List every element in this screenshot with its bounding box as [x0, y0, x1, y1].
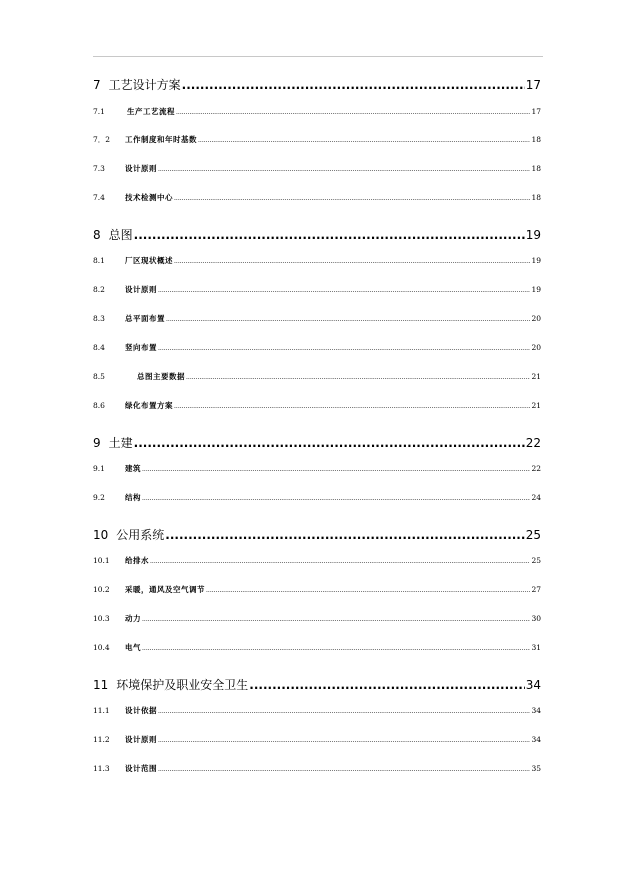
entry-title: 工作制度和年时基数 — [125, 135, 197, 144]
entry-number: 8.6 — [93, 401, 105, 410]
entry-title: 总图主要数据 — [137, 372, 185, 381]
entry-number: 7.1 — [93, 107, 105, 116]
dot-leader — [158, 164, 530, 173]
toc-chapter-entry[interactable] — [93, 434, 541, 451]
dot-leader — [174, 401, 530, 410]
entry-page-number: 30 — [531, 614, 541, 623]
entry-number: 7.3 — [93, 164, 105, 173]
entry-title: 公用系统 — [116, 528, 165, 542]
toc-chapter-entry[interactable] — [93, 526, 541, 543]
entry-page-number: 22 — [531, 464, 541, 473]
dot-leader — [142, 493, 530, 502]
entry-page-number: 20 — [531, 343, 541, 352]
entry-title: 给排水 — [125, 556, 149, 565]
entry-title: 动力 — [125, 614, 141, 623]
entry-number: 8.3 — [93, 314, 105, 323]
entry-number: 10.4 — [93, 643, 110, 652]
entry-page-number: 25 — [531, 556, 541, 565]
toc-section-entry[interactable] — [93, 371, 541, 382]
entry-title: 环境保护及职业安全卫生 — [116, 678, 249, 692]
entry-title: 绿化布置方案 — [125, 401, 173, 410]
toc-section-entry[interactable] — [93, 255, 541, 266]
entry-number: 11.1 — [93, 706, 110, 715]
toc-section-entry[interactable] — [93, 705, 541, 716]
entry-page-number: 18 — [531, 135, 541, 144]
dot-leader — [158, 735, 530, 744]
entry-number: 11.2 — [93, 735, 110, 744]
dot-leader — [134, 436, 525, 450]
entry-number: 7 — [93, 78, 101, 92]
dot-leader — [206, 585, 530, 594]
toc-chapter-entry[interactable] — [93, 76, 541, 93]
entry-page-number: 18 — [531, 193, 541, 202]
entry-title: 设计原则 — [125, 164, 157, 173]
toc-section-entry[interactable] — [93, 613, 541, 624]
entry-number: 8.2 — [93, 285, 105, 294]
entry-number: 11 — [93, 678, 109, 692]
entry-number: 11.3 — [93, 764, 110, 773]
dot-leader — [174, 256, 530, 265]
entry-title: 工艺设计方案 — [108, 78, 181, 92]
toc-section-entry[interactable] — [93, 134, 541, 145]
entry-title: 建筑 — [125, 464, 141, 473]
entry-page-number: 18 — [531, 164, 541, 173]
dot-leader — [186, 372, 530, 381]
entry-number: 7．2 — [93, 135, 111, 144]
entry-number: 8.5 — [93, 372, 105, 381]
dot-leader — [134, 228, 525, 242]
toc-section-entry[interactable] — [93, 192, 541, 203]
dot-leader — [174, 193, 530, 202]
entry-title: 厂区现状概述 — [125, 256, 173, 265]
entry-page-number: 35 — [531, 764, 541, 773]
dot-leader — [166, 314, 530, 323]
toc-section-entry[interactable] — [93, 106, 541, 117]
entry-page-number: 22 — [525, 436, 541, 450]
entry-number: 9 — [93, 436, 101, 450]
dot-leader — [158, 343, 530, 352]
entry-number: 9.2 — [93, 493, 105, 502]
toc-section-entry[interactable] — [93, 463, 541, 474]
entry-number: 10.1 — [93, 556, 110, 565]
entry-page-number: 27 — [531, 585, 541, 594]
toc-section-entry[interactable] — [93, 642, 541, 653]
dot-leader — [158, 706, 530, 715]
entry-number: 8 — [93, 228, 101, 242]
entry-page-number: 31 — [531, 643, 541, 652]
toc-section-entry[interactable] — [93, 734, 541, 745]
dot-leader — [182, 78, 525, 92]
entry-number: 10.2 — [93, 585, 110, 594]
entry-title: 设计原则 — [125, 285, 157, 294]
dot-leader — [158, 764, 530, 773]
entry-number: 8.4 — [93, 343, 105, 352]
entry-number: 10 — [93, 528, 109, 542]
toc-chapter-entry[interactable] — [93, 226, 541, 243]
entry-page-number: 25 — [525, 528, 541, 542]
toc-section-entry[interactable] — [93, 342, 541, 353]
entry-page-number: 21 — [531, 372, 541, 381]
entry-title: 总平面布置 — [125, 314, 165, 323]
dot-leader — [249, 678, 524, 692]
toc-section-entry[interactable] — [93, 284, 541, 295]
toc-section-entry[interactable] — [93, 313, 541, 324]
entry-title: 技术检测中心 — [125, 193, 173, 202]
dot-leader — [142, 643, 530, 652]
entry-title: 电气 — [125, 643, 141, 652]
dot-leader — [150, 556, 530, 565]
header-rule — [93, 56, 543, 57]
entry-number: 7.4 — [93, 193, 105, 202]
entry-title: 设计原则 — [125, 735, 157, 744]
entry-page-number: 17 — [531, 107, 541, 116]
entry-page-number: 19 — [525, 228, 541, 242]
entry-page-number: 17 — [525, 78, 541, 92]
entry-page-number: 24 — [531, 493, 541, 502]
entry-page-number: 21 — [531, 401, 541, 410]
toc-section-entry[interactable] — [93, 400, 541, 411]
entry-page-number: 34 — [525, 678, 541, 692]
toc-section-entry[interactable] — [93, 163, 541, 174]
entry-page-number: 34 — [531, 735, 541, 744]
entry-title: 结构 — [125, 493, 141, 502]
entry-title: 土建 — [108, 436, 133, 450]
toc-section-entry[interactable] — [93, 584, 541, 595]
entry-title: 采暖，通风及空气调节 — [125, 585, 205, 594]
dot-leader — [158, 285, 530, 294]
entry-page-number: 19 — [531, 285, 541, 294]
entry-title: 设计依据 — [125, 706, 157, 715]
dot-leader — [142, 614, 530, 623]
toc-chapter-entry[interactable] — [93, 676, 541, 693]
entry-title: 生产工艺流程 — [127, 107, 175, 116]
dot-leader — [165, 528, 524, 542]
entry-page-number: 20 — [531, 314, 541, 323]
entry-number: 9.1 — [93, 464, 105, 473]
toc-section-entry[interactable] — [93, 492, 541, 503]
dot-leader — [142, 464, 530, 473]
entry-page-number: 34 — [531, 706, 541, 715]
entry-page-number: 19 — [531, 256, 541, 265]
entry-title: 竖向布置 — [125, 343, 157, 352]
dot-leader — [176, 107, 530, 116]
dot-leader — [198, 135, 530, 144]
entry-title: 总图 — [108, 228, 133, 242]
toc-section-entry[interactable] — [93, 555, 541, 566]
entry-title: 设计范围 — [125, 764, 157, 773]
toc-section-entry[interactable] — [93, 763, 541, 774]
entry-number: 10.3 — [93, 614, 110, 623]
entry-number: 8.1 — [93, 256, 105, 265]
